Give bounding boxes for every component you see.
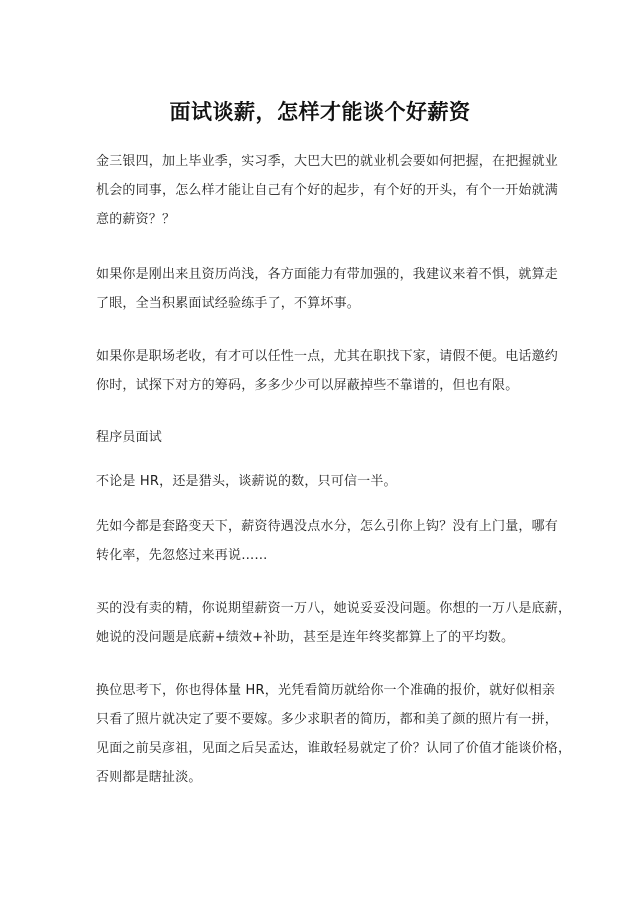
paragraph-line: 否则都是瞎扯淡。 [96, 770, 202, 785]
paragraph-line: 程序员面试 [96, 430, 163, 445]
paragraph-line: 她说的没问题是底薪+绩效+补助，甚至是连年终奖都算上了的平均数。 [96, 630, 515, 645]
paragraph-line: 了眼，全当积累面试经验练手了，不算坏事。 [96, 296, 361, 311]
paragraph-6 [96, 594, 572, 652]
paragraph-line: 意的薪资？？ [96, 212, 176, 227]
section-heading [96, 423, 544, 452]
paragraph-5 [96, 512, 559, 570]
paragraph-line: 如果你是刚出来且资历尚浅，各方面能力有带加强的，我建议来着不惧，就算走 [96, 267, 559, 282]
paragraph-line: 只看了照片就决定了要不要嫁。多少求职者的简历，都和美了颜的照片有一拼， [96, 712, 559, 727]
paragraph-line: 机会的同事，怎么样才能让自己有个好的起步，有个好的开头，有个一开始就满 [96, 183, 559, 198]
paragraph-line: 换位思考下，你也得体量 HR，光凭看简历就给你一个准确的报价，就好似相亲 [96, 683, 556, 698]
paragraph-4 [96, 467, 544, 496]
paragraph-line: 不论是 HR，还是猎头，谈薪说的数，只可信一半。 [96, 474, 397, 489]
paragraph-line: 先如今都是套路变天下，薪资待遇没点水分，怎么引你上钩？没有上门量，哪有 [96, 519, 559, 534]
paragraph-line: 买的没有卖的精，你说期望薪资一万八，她说妥妥没问题。你想的一万八是底薪， [96, 601, 572, 616]
paragraph-line: 如果你是职场老收，有才可以任性一点，尤其在职找下家，请假不便。电话邀约 [96, 349, 559, 364]
paragraph-1 [96, 147, 559, 234]
paragraph-line: 金三银四，加上毕业季，实习季，大巴大巴的就业机会要如何把握，在把握就业 [96, 154, 559, 169]
paragraph-3 [96, 342, 559, 400]
article-title: 面试谈薪，怎样才能谈个好薪资 [169, 100, 471, 124]
paragraph-line: 你时，试探下对方的筹码，多多少少可以屏蔽掉些不靠谱的，但也有限。 [96, 378, 519, 393]
paragraph-line: 见面之前吴彦祖，见面之后吴孟达，谁敢轻易就定了价？认同了价值才能谈价格， [96, 741, 572, 756]
paragraph-2 [96, 260, 559, 318]
paragraph-7 [96, 676, 572, 792]
paragraph-line: 转化率，先忽悠过来再说…… [96, 548, 268, 563]
